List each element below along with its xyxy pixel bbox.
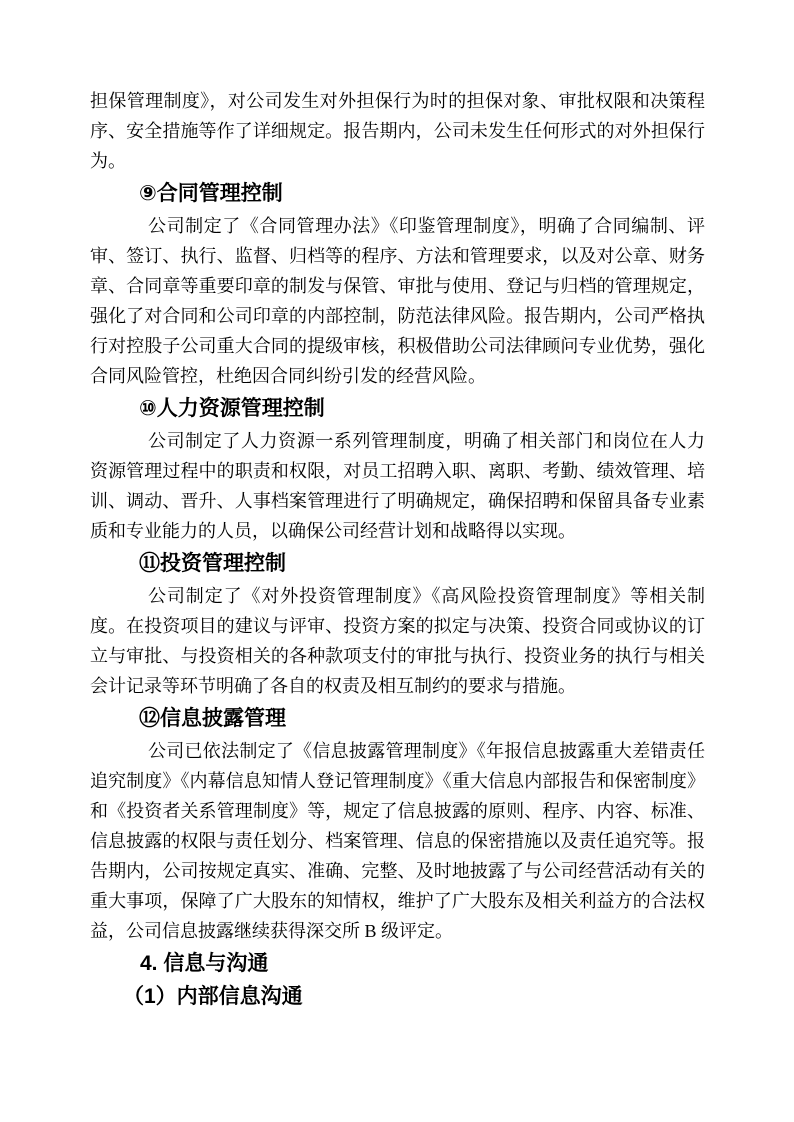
paragraph-contract-management: 公司制定了《合同管理办法》《印鉴管理制度》，明确了合同编制、评审、签订、执行、监督、归档等的程序、方法和管理要求，以及对公章、财务章、合同章等重要印章的制发与保管、审批与使用、登记与归档的管理规定，强化了对合同和公司印章的内部控制，防范法律风险。报告期内，公司严格执行对控股子公司重大合同的提级审核，积极借助公司法律顾问专业优势，强化合同风险管控，杜绝因合同纠纷引发的经营风险。 [90,216,705,386]
paragraph-information-disclosure: 公司已依法制定了《信息披露管理制度》《年报信息披露重大差错责任追究制度》《内幕信息知情人登记管理制度》《重大信息内部报告和保密制度》和《投资者关系管理制度》等，规定了信息披露的原则、程序、内容、标准、信息披露的权限与责任划分、档案管理、信息的保密措施以及责任追究等。报告期内，公司按规定真实、准确、完整、及时地披露了与公司经营活动有关的重大事项，保障了广大股东的知情权，维护了广大股东及相关利益方的合法权益，公司信息披露继续获得深交所 B 级评定。 [90,741,705,941]
heading-11-investment-management-control: ⑪投资管理控制 [139,552,286,575]
heading-12-information-disclosure-management: ⑫信息披露管理 [139,707,286,730]
heading-9-contract-management-control: ⑨合同管理控制 [139,182,283,205]
heading-1-internal-information-communication: （1）内部信息沟通 [123,985,303,1008]
paragraph-human-resources: 公司制定了人力资源一系列管理制度，明确了相关部门和岗位在人力资源管理过程中的职责和权限，对员工招聘入职、离职、考勤、绩效管理、培训、调动、晋升、人事档案管理进行了明确规定，确保招聘和保留具备专业素质和专业能力的人员，以确保公司经营计划和战略得以实现。 [90,431,705,541]
heading-10-human-resources-management-control: ⑩人力资源管理控制 [139,397,325,420]
paragraph-guarantee-continuation: 担保管理制度》，对公司发生对外担保行为时的担保对象、审批权限和决策程序、安全措施等作了详细规定。报告期内，公司未发生任何形式的对外担保行为。 [90,91,705,171]
paragraph-investment-management: 公司制定了《对外投资管理制度》《高风险投资管理制度》等相关制度。在投资项目的建议与评审、投资方案的拟定与决策、投资合同或协议的订立与审批、与投资相关的各种款项支付的审批与执行、投资业务的执行与相关会计记录等环节明确了各自的权责及相互制约的要求与措施。 [90,586,705,696]
page-content [90,86,705,1014]
heading-4-information-and-communication: 4. 信息与沟通 [140,952,269,975]
